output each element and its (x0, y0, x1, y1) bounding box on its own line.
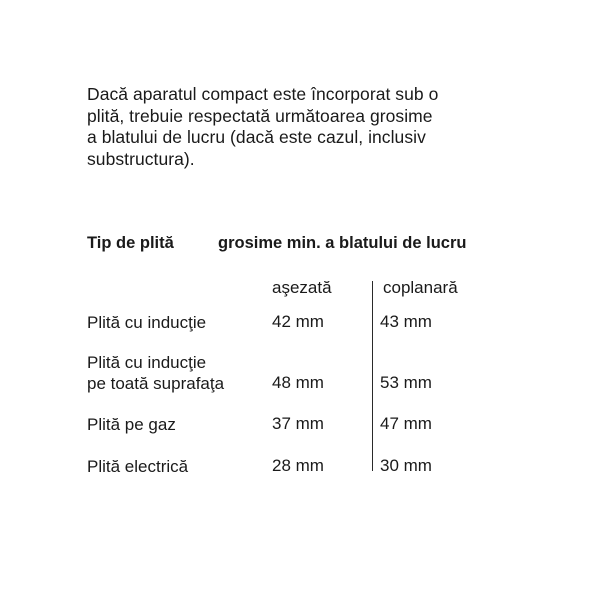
value-electric-flush: 30 mm (380, 456, 432, 475)
row-label-full-induction: Plită cu inducţie pe toată suprafaţa (87, 353, 225, 393)
row-label-gas: Plită pe gaz (87, 415, 176, 434)
row-label-electric: Plită electrică (87, 457, 189, 476)
value-full-induction-flush: 53 mm (380, 373, 432, 392)
intro-paragraph: Dacă aparatul compact este încorporat sub o plită, trebuie respectată următoarea grosime a blatului de lucru (dacă este cazul, inclusiv substructura). (87, 84, 439, 169)
column-divider (372, 281, 373, 471)
header-min-thickness: grosime min. a blatului de lucru (218, 234, 467, 252)
value-induction-placed: 42 mm (272, 312, 324, 331)
value-full-induction-placed: 48 mm (272, 373, 324, 392)
header-hob-type: Tip de plită (87, 234, 174, 252)
value-gas-placed: 37 mm (272, 414, 324, 433)
row-label-induction: Plită cu inducţie (87, 313, 207, 332)
value-induction-flush: 43 mm (380, 312, 432, 331)
subheader-placed: aşezată (272, 278, 332, 297)
value-gas-flush: 47 mm (380, 414, 432, 433)
value-electric-placed: 28 mm (272, 456, 324, 475)
subheader-flush: coplanară (383, 278, 458, 297)
